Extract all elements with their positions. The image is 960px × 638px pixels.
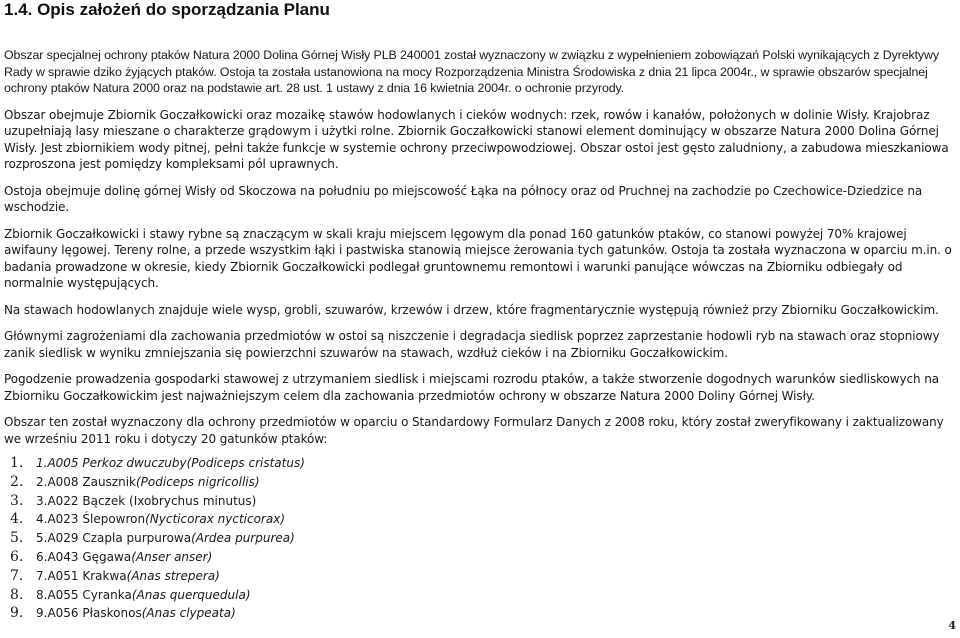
species-latin-name: (Nycticorax nycticorax)	[145, 512, 286, 527]
species-code: 4.A023 Ślepowron	[36, 512, 146, 527]
paragraph-breeding-site: Zbiornik Goczałkowicki i stawy rybne są znaczącym w skali kraju miejscem lęgowym dla ponad 160 gatunków ptaków, co stanowi powyżej 70% krajowej awifauny lęgowej. Tereny rolne, a przede wszystkim łąki i pastwiska stanowią miejsce żerowania tych gatunków. Ostoja ta została wyznaczona w oparciu m.in. o badania prowadzone w okresie, kiedy Zbiornik Goczałkowicki podlegał gruntownemu remontowi i warunki panujące wówczas na Zbiorniku odbiegały od normalnie występujących.	[4, 226, 952, 290]
list-item	[4, 605, 952, 624]
paragraph-threats: Głównymi zagrożeniami dla zachowania przedmiotów w ostoi są niszczenie i degradacja siedlisk poprzez zaprzestanie hodowli ryb na stawach oraz stopniowy zanik siedlisk w wyniku zmniejszania się powierzchni szuwarów na stawach, wzdłuż cieków i na Zbiorniku Goczałkowickim.	[4, 329, 940, 360]
species-code: 1.A005 Perkoz dwuczuby	[36, 456, 187, 470]
list-number: 3.	[10, 492, 24, 509]
list-item	[4, 549, 952, 568]
list-number: 6.	[10, 548, 24, 565]
list-number: 1.	[10, 455, 24, 471]
list-number: 4.	[10, 511, 24, 528]
paragraph-management-goal: Pogodzenie prowadzenia gospodarki stawowej z utrzymaniem siedlisk i miejscami rozrodu ptaków, a także stworzenie dogodnych warunków siedliskowych na Zbiorniku Goczałkowickim jest najważniejszym celem dla zachowania przedmiotów ochrony w obszarze Natura 2000 Doliny Górnej Wisły.	[4, 372, 939, 403]
list-number: 2.	[10, 473, 24, 490]
species-latin-name: (Podiceps cristatus)	[186, 456, 305, 470]
species-code: 2.A008 Zausznik	[36, 474, 136, 489]
species-code: 6.A043 Gęgawa	[36, 549, 132, 564]
list-number: 9.	[10, 605, 24, 622]
species-latin-name: (Anas strepera)	[126, 568, 220, 583]
species-latin-name: (Podiceps nigricollis)	[136, 474, 260, 489]
paragraph-legal-basis: Obszar specjalnej ochrony ptaków Natura 2000 Dolina Górnej Wisły PLB 240001 został wyznaczony w związku z wypełnieniem zobowiązań Polski wynikających z Dyrektywy Rady w sprawie dziko żyjących ptaków. Ostoja ta została ustanowiona na mocy Rozporządzenia Ministra Środowiska z dnia 21 lipca 2004r., w sprawie obszarów specjalnej ochrony ptaków Natura 2000 oraz na podstawie art. 28 ust. 1 ustawy z dnia 16 kwietnia 2004r. o ochronie przyrody.	[4, 48, 939, 95]
section-title: 1.4. Opis założeń do sporządzania Planu	[4, 0, 330, 19]
species-list	[4, 455, 952, 624]
list-number: 5.	[10, 530, 24, 547]
list-item	[4, 455, 952, 474]
paragraph-area-extent: Ostoja obejmuje dolinę górnej Wisły od Skoczowa na południu po miejscowość Łąka na północy oraz od Pruchnej na zachodzie po Czechowice-Dziedzice na wschodzie.	[4, 183, 923, 214]
list-item	[4, 474, 952, 493]
list-item	[4, 493, 952, 512]
species-latin-name: (Anas querquedula)	[131, 587, 251, 602]
paragraph-ponds: Na stawach hodowlanych znajduje wiele wysp, grobli, szuwarów, krzewów i drzew, które fragmentarycznie występują również przy Zbiorniku Goczałkowickim.	[4, 302, 939, 317]
species-code: 7.A051 Krakwa	[36, 568, 127, 583]
list-item	[4, 511, 952, 530]
species-code: 3.A022 Bączek (Ixobrychus minutus)	[36, 493, 257, 508]
paragraph-species-intro: Obszar ten został wyznaczony dla ochrony przedmiotów w oparciu o Standardowy Formularz Danych z 2008 roku, który został zweryfikowany i zaktualizowany we wrześniu 2011 roku i dotyczy 20 gatunków ptaków:	[4, 415, 944, 446]
list-number: 8.	[10, 586, 24, 603]
species-code: 8.A055 Cyranka	[36, 587, 132, 602]
list-item	[4, 587, 952, 606]
document-page	[4, 0, 952, 624]
species-code: 9.A056 Płaskonos	[36, 606, 142, 621]
species-latin-name: (Anser anser)	[131, 549, 213, 564]
list-item	[4, 530, 952, 549]
list-item	[4, 568, 952, 587]
species-code: 5.A029 Czapla purpurowa	[36, 531, 192, 546]
species-latin-name: (Ardea purpurea)	[191, 531, 295, 546]
paragraph-area-description: Obszar obejmuje Zbiornik Goczałkowicki oraz mozaikę stawów hodowlanych i cieków wodnych: rzek, rowów i kanałów, położonych w dolinie Wisły. Krajobraz uzupełniają lasy mieszane o charakterze grądowym i użytki rolne. Zbiornik Goczałkowicki stanowi element dominujący w obszarze Natura 2000 Dolina Górnej Wisły. Jest zbiornikiem wody pitnej, pełni także funkcje w systemie ochrony przeciwpowodziowej. Obszar ostoi jest gęsto zaludniony, a zabudowa mieszkaniowa rozproszona jest pomiędzy kompleksami pól uprawnych.	[4, 107, 949, 171]
species-latin-name: (Anas clypeata)	[141, 606, 236, 621]
page-number: 4	[948, 619, 956, 632]
list-number: 7.	[10, 567, 24, 584]
